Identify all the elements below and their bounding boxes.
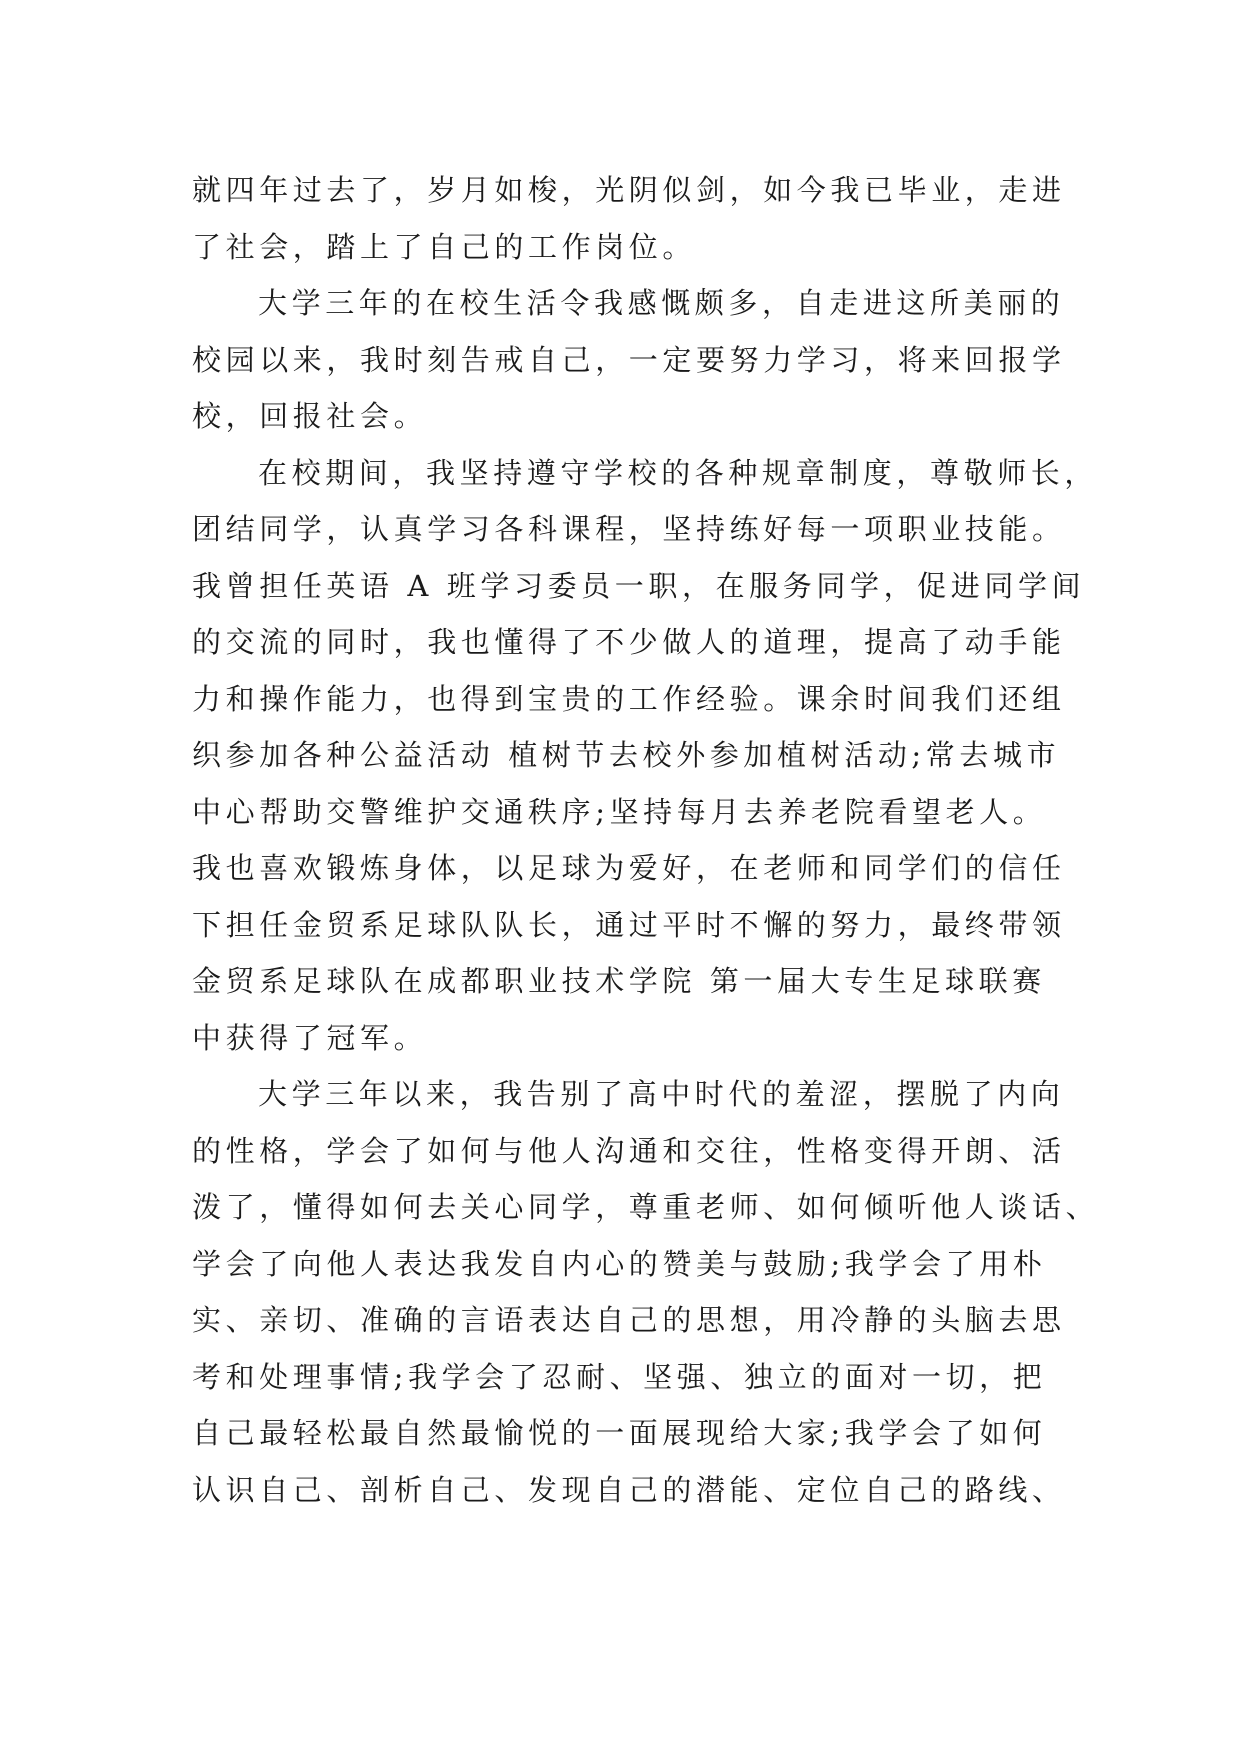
text-line: 在校期间，我坚持遵守学校的各种规章制度，尊敬师长， xyxy=(258,455,1099,490)
text-line: 就四年过去了，岁月如梭，光阴似剑，如今我已毕业，走进 xyxy=(192,173,1066,207)
text-line: 校，回报社会。 xyxy=(192,399,428,433)
text-line: 下担任金贸系足球队队长，通过平时不懈的努力，最终带领 xyxy=(192,907,1066,942)
text-line: 中心帮助交警维护交通秩序;坚持每月去养老院看望老人。 xyxy=(192,794,1047,829)
text-line: 大学三年的在校生活令我感慨颇多，自走进这所美丽的 xyxy=(258,286,1065,320)
document-body xyxy=(192,162,1100,1518)
paragraph-3 xyxy=(192,445,1099,1067)
text-line: 的交流的同时，我也懂得了不少做人的道理，提高了动手能 xyxy=(192,625,1066,659)
text-line: 力和操作能力，也得到宝贵的工作经验。课余时间我们还组 xyxy=(192,681,1066,716)
text-line: 金贸系足球队在成都职业技术学院 第一届大专生足球联赛 xyxy=(192,964,1046,998)
text-line: 我也喜欢锻炼身体，以足球为爱好，在老师和同学们的信任 xyxy=(192,851,1066,885)
text-line: 中获得了冠军。 xyxy=(192,1020,428,1055)
text-line: 了社会，踏上了自己的工作岗位。 xyxy=(192,229,697,264)
text-line: 泼了，懂得如何去关心同学，尊重老师、如何倾听他人谈话、 xyxy=(192,1190,1100,1224)
text-line: 我曾担任英语 A 班学习委员一职，在服务同学，促进同学间 xyxy=(192,568,1086,603)
text-line: 织参加各种公益活动 植树节去校外参加植树活动;常去城市 xyxy=(192,738,1061,772)
text-line: 的性格，学会了如何与他人沟通和交往，性格变得开朗、活 xyxy=(192,1133,1066,1168)
text-line: 大学三年以来，我告别了高中时代的羞涩，摆脱了内向 xyxy=(258,1077,1065,1111)
paragraph-4 xyxy=(192,1066,1100,1518)
text-line: 实、亲切、准确的言语表达自己的思想，用冷静的头脑去思 xyxy=(192,1303,1066,1337)
paragraph-1 xyxy=(192,162,1066,275)
text-line: 团结同学，认真学习各科课程，坚持练好每一项职业技能。 xyxy=(192,512,1066,546)
text-line: 考和处理事情;我学会了忍耐、坚强、独立的面对一切，把 xyxy=(192,1359,1047,1394)
paragraph-2 xyxy=(192,275,1066,445)
text-line: 认识自己、剖析自己、发现自己的潜能、定位自己的路线、 xyxy=(192,1472,1066,1507)
text-line: 学会了向他人表达我发自内心的赞美与鼓励;我学会了用朴 xyxy=(192,1246,1047,1281)
text-line: 自己最轻松最自然最愉悦的一面展现给大家;我学会了如何 xyxy=(192,1416,1047,1450)
text-line: 校园以来，我时刻告戒自己，一定要努力学习，将来回报学 xyxy=(192,342,1066,377)
